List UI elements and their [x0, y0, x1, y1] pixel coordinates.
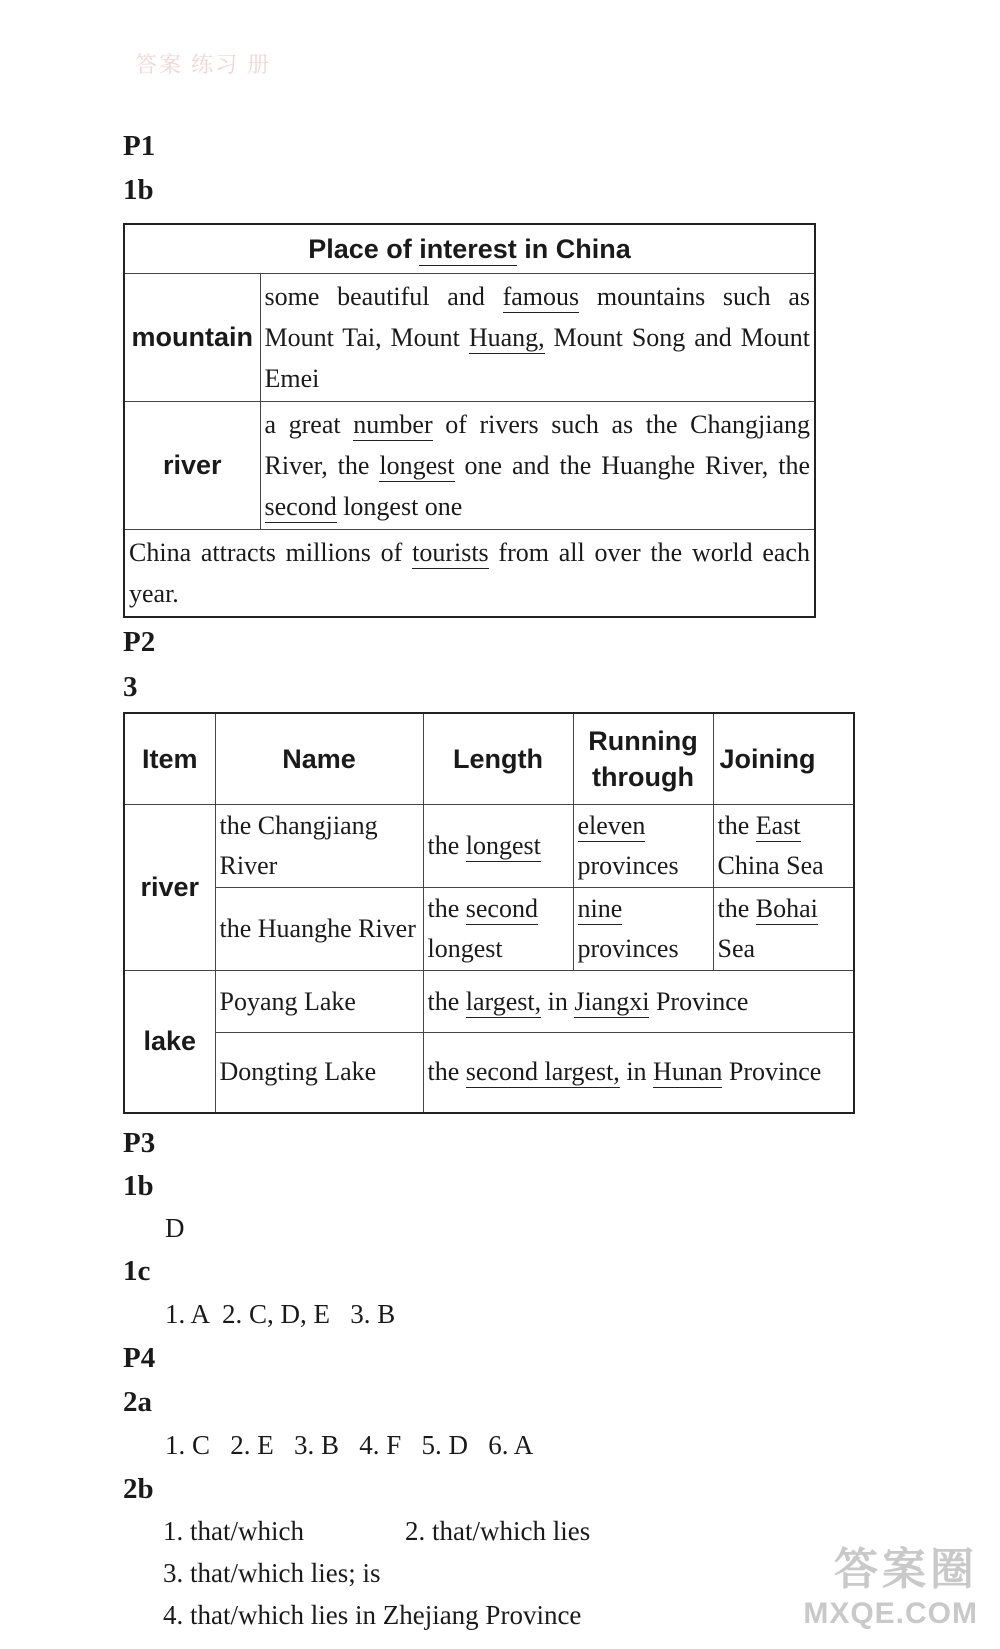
- subsection-2b: 2b: [123, 1473, 154, 1505]
- rivers-lakes-table: [123, 712, 855, 1114]
- answer-2b-3: 3. that/which lies; is: [163, 1558, 381, 1588]
- watermark-logo: 答案圈: [834, 1545, 978, 1594]
- subsection-2a: 2a: [123, 1386, 152, 1418]
- answer-2b-1: 1. that/which: [163, 1516, 304, 1546]
- header-name: Name: [215, 713, 423, 805]
- cell-name: the Changjiang River: [215, 805, 423, 888]
- cell-running-through: nine provinces: [573, 888, 713, 971]
- cell-length: the second longest: [423, 888, 573, 971]
- row-label-mountain: mountain: [124, 274, 260, 402]
- cell-lake-info: the largest, in Jiangxi Province: [423, 971, 854, 1033]
- section-p1: P1: [123, 130, 156, 162]
- watermark: [803, 1533, 978, 1631]
- cell-name: Dongting Lake: [215, 1033, 423, 1113]
- faded-header: 答案 练习 册: [135, 52, 272, 77]
- answer-2b-2: 2. that/which lies: [405, 1516, 591, 1546]
- header-running-through: Running through: [573, 713, 713, 805]
- table-footer: China attracts millions of tourists from all over the world each year.: [124, 530, 815, 618]
- subsection-1c: 1c: [123, 1255, 151, 1287]
- section-p2: P2: [123, 626, 156, 658]
- row-label-lake: lake: [124, 971, 215, 1113]
- answer-2b-4: 4. that/which lies in Zhejiang Province: [163, 1600, 582, 1630]
- subsection-1b: 1b: [123, 1170, 154, 1202]
- river-description: a great number of rivers such as the Changjiang River, the longest one and the Huanghe River, the second longest one: [260, 402, 815, 530]
- row-label-river: river: [124, 402, 260, 530]
- header-joining: Joining: [713, 713, 854, 805]
- cell-running-through: eleven provinces: [573, 805, 713, 888]
- watermark-url: MXQE.COM: [803, 1597, 978, 1630]
- section-p4: P4: [123, 1342, 156, 1374]
- cell-length: the longest: [423, 805, 573, 888]
- row-label-river: river: [124, 805, 215, 971]
- subsection-3: 3: [123, 671, 138, 703]
- table-title: Place of interest in China: [124, 224, 815, 274]
- cell-name: the Huanghe River: [215, 888, 423, 971]
- header-length: Length: [423, 713, 573, 805]
- places-of-interest-table: [123, 223, 816, 618]
- section-p3: P3: [123, 1127, 156, 1159]
- cell-name: Poyang Lake: [215, 971, 423, 1033]
- subsection-1b: 1b: [123, 174, 154, 206]
- answer-1c: 1. A 2. C, D, E 3. B: [165, 1299, 396, 1329]
- cell-lake-info: the second largest, in Hunan Province: [423, 1033, 854, 1113]
- answer-2a: 1. C 2. E 3. B 4. F 5. D 6. A: [165, 1430, 534, 1460]
- answer-1b: D: [165, 1213, 185, 1243]
- mountain-description: some beautiful and famous mountains such as Mount Tai, Mount Huang, Mount Song and Mount Emei: [260, 274, 815, 402]
- header-item: Item: [124, 713, 215, 805]
- cell-joining: the Bohai Sea: [713, 888, 854, 971]
- cell-joining: the East China Sea: [713, 805, 854, 888]
